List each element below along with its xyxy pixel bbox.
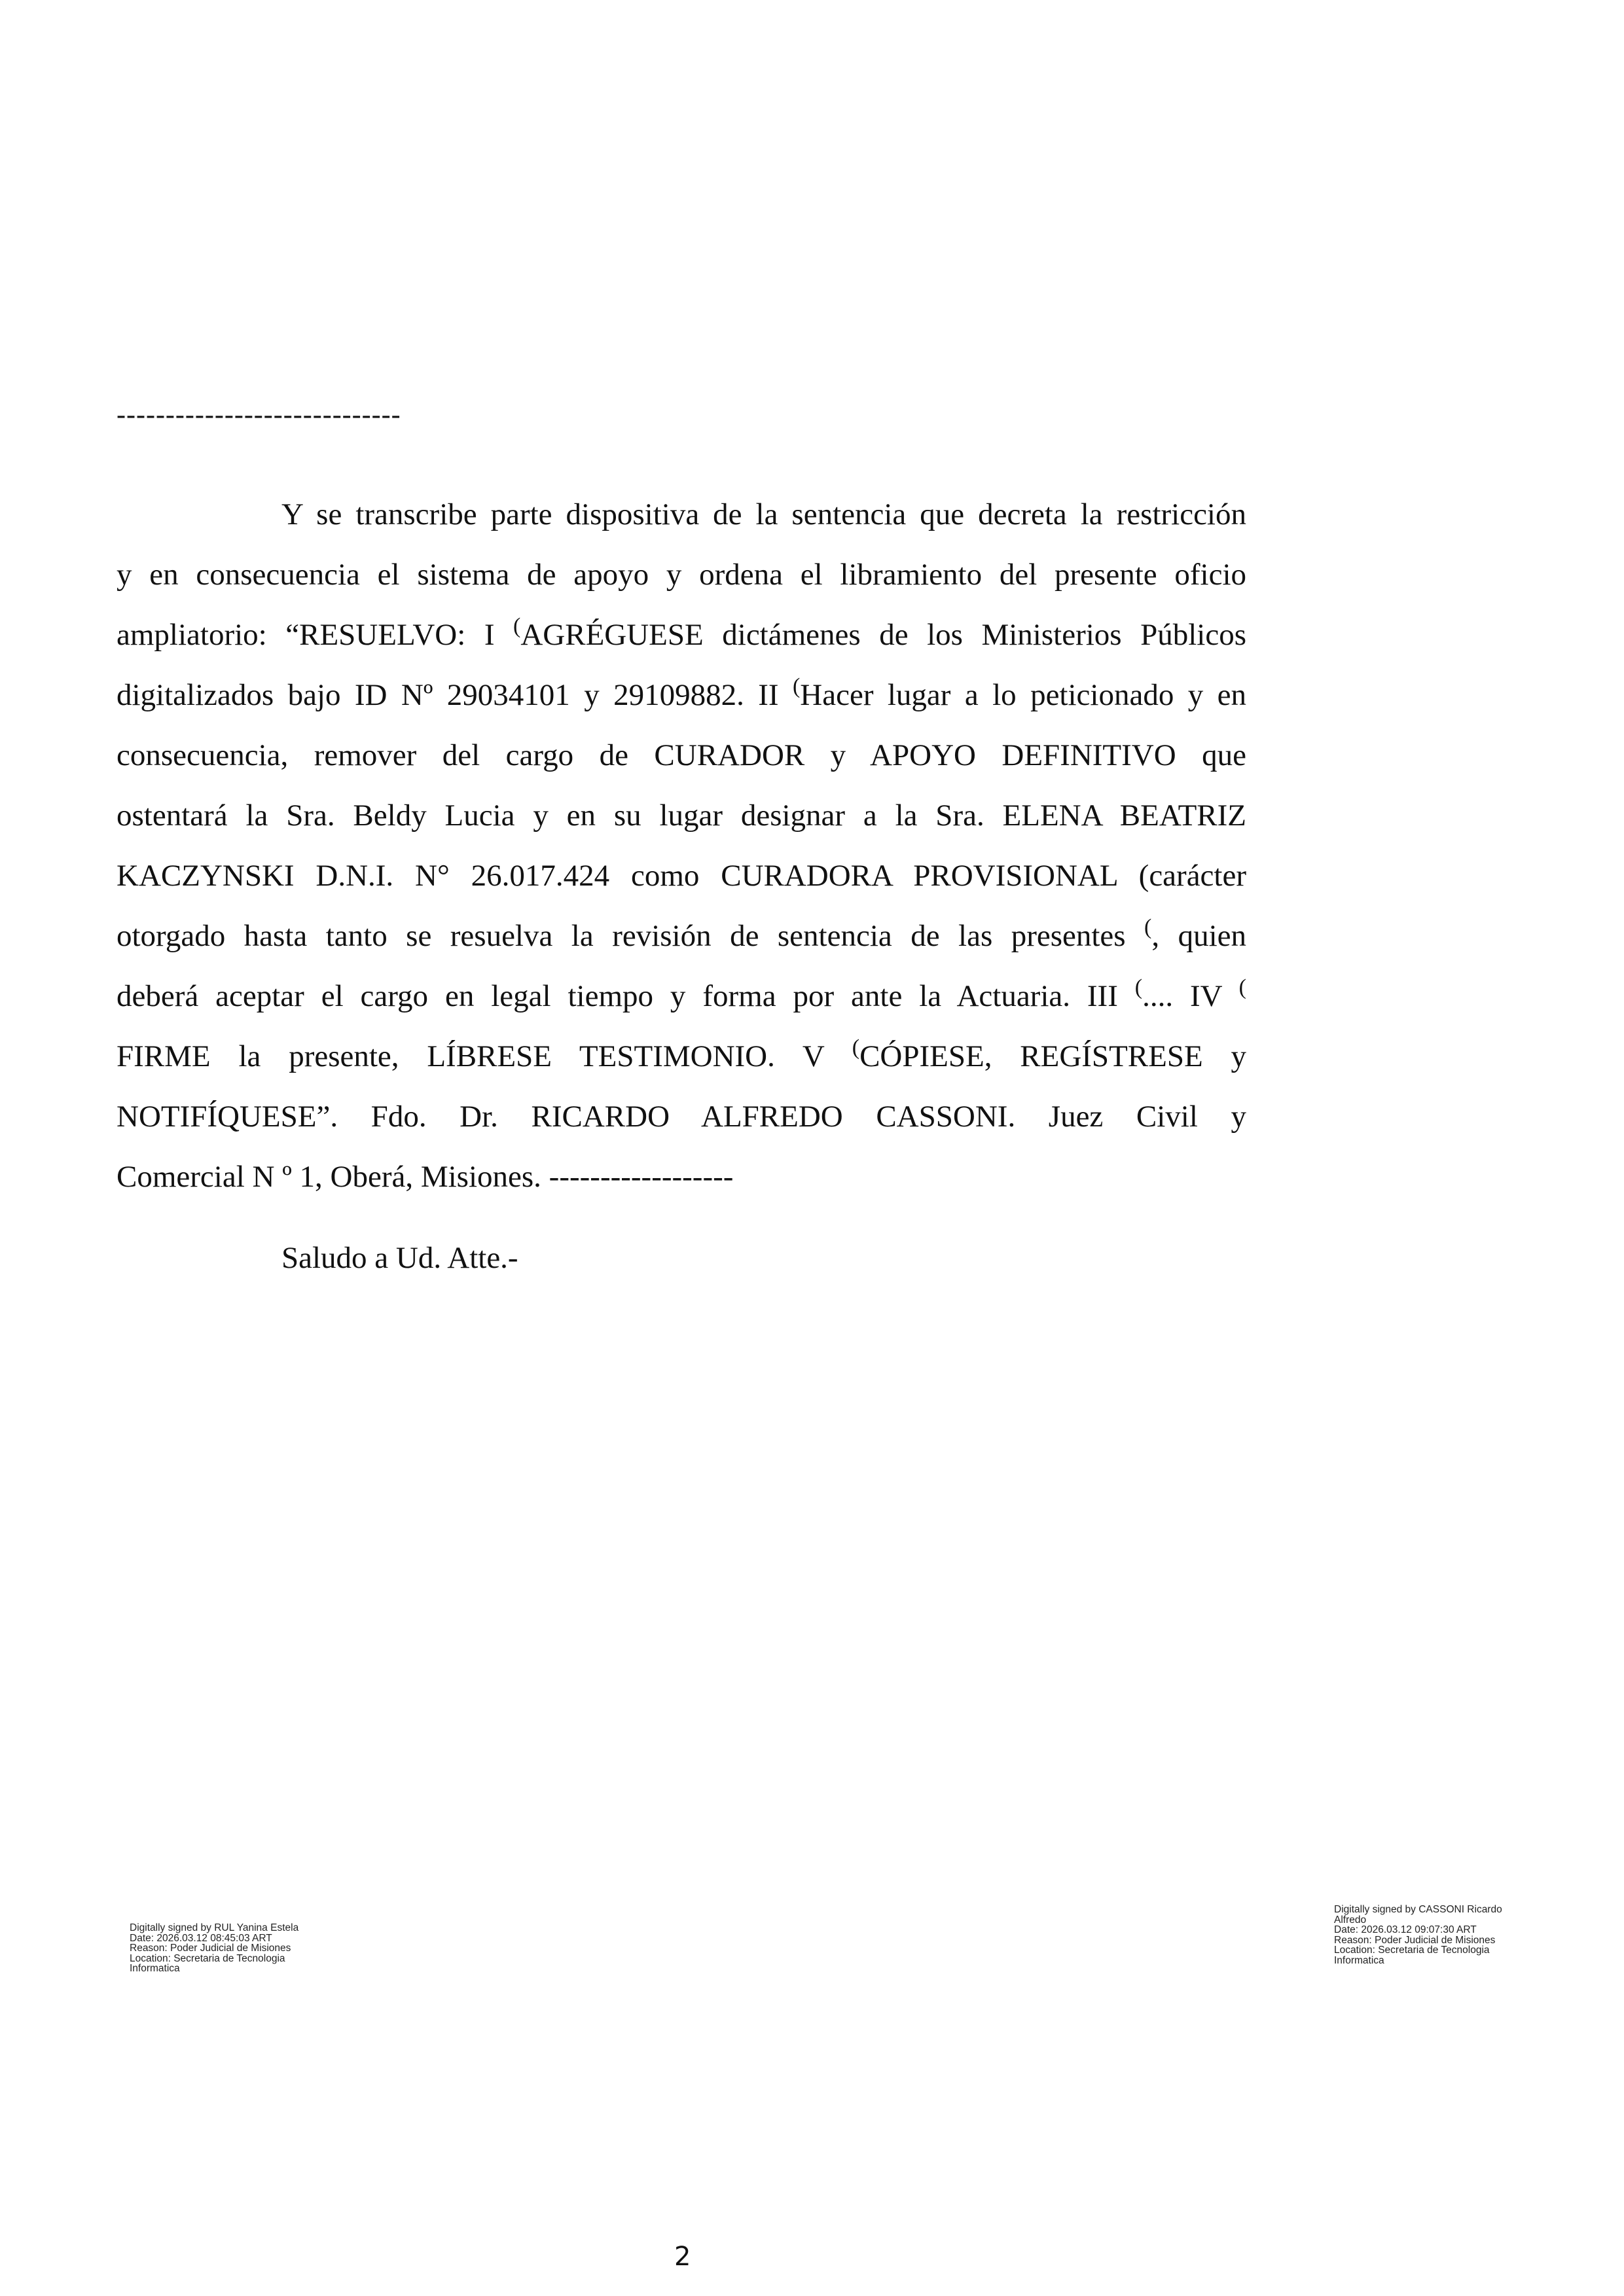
- paragraph-line-4: digitalizados bajo ID Nº 29034101 y 29109882. II (Hacer lugar a lo peticionado y en: [117, 674, 1246, 712]
- paragraph-line-3: ampliatorio: “RESUELVO: I (AGRÉGUESE dictámenes de los Ministerios Públicos: [117, 614, 1246, 652]
- paragraph-line-7: KACZYNSKI D.N.I. N° 26.017.424 como CURADORA PROVISIONAL (carácter: [117, 859, 1246, 893]
- signature-line: Digitally signed by CASSONI Ricardo: [1334, 1904, 1502, 1915]
- signature-line: Date: 2026.03.12 08:45:03 ART: [130, 1932, 272, 1944]
- digital-signature-right: [1334, 1905, 1550, 1965]
- paragraph-line-1: Y se transcribe parte dispositiva de la sentencia que decreta la restricción: [281, 497, 1246, 531]
- signature-line: Location: Secretaria de Tecnologia: [130, 1952, 285, 1964]
- paragraph-line-12: Comercial N º 1, Oberá, Misiones. ------------------: [117, 1160, 734, 1194]
- signature-line: Digitally signed by RUL Yanina Estela: [130, 1922, 299, 1933]
- signature-line: Date: 2026.03.12 09:07:30 ART: [1334, 1924, 1477, 1935]
- signature-line: Informatica: [1334, 1954, 1384, 1966]
- paragraph-line-11: NOTIFÍQUESE”. Fdo. Dr. RICARDO ALFREDO CASSONI. Juez Civil y: [117, 1100, 1246, 1134]
- paragraph-line-5: consecuencia, remover del cargo de CURADOR y APOYO DEFINITIVO que: [117, 738, 1246, 772]
- paragraph-line-8: otorgado hasta tanto se resuelva la revisión de sentencia de las presentes (, quien: [117, 915, 1246, 953]
- closing-salutation: Saludo a Ud. Atte.-: [281, 1241, 518, 1275]
- page-number: 2: [674, 2242, 691, 2272]
- signature-line: Informatica: [130, 1963, 180, 1974]
- signature-line: Alfredo: [1334, 1914, 1367, 1926]
- signature-line: Reason: Poder Judicial de Misiones: [130, 1943, 291, 1954]
- paragraph-line-10: FIRME la presente, LÍBRESE TESTIMONIO. V (CÓPIESE, REGÍSTRESE y: [117, 1035, 1246, 1073]
- separator-dashes: -----------------------------: [117, 400, 401, 430]
- signature-line: Reason: Poder Judicial de Misiones: [1334, 1934, 1496, 1946]
- signature-line: Location: Secretaria de Tecnologia: [1334, 1945, 1490, 1956]
- resolution-paragraph: [117, 484, 1246, 1207]
- paragraph-line-9: deberá aceptar el cargo en legal tiempo y forma por ante la Actuaria. III (.... IV (: [117, 975, 1246, 1013]
- digital-signature-left: [130, 1923, 346, 1974]
- paragraph-line-2: y en consecuencia el sistema de apoyo y ordena el libramiento del presente oficio: [117, 558, 1246, 592]
- paragraph-line-6: ostentará la Sra. Beldy Lucia y en su lugar designar a la Sra. ELENA BEATRIZ: [117, 798, 1246, 833]
